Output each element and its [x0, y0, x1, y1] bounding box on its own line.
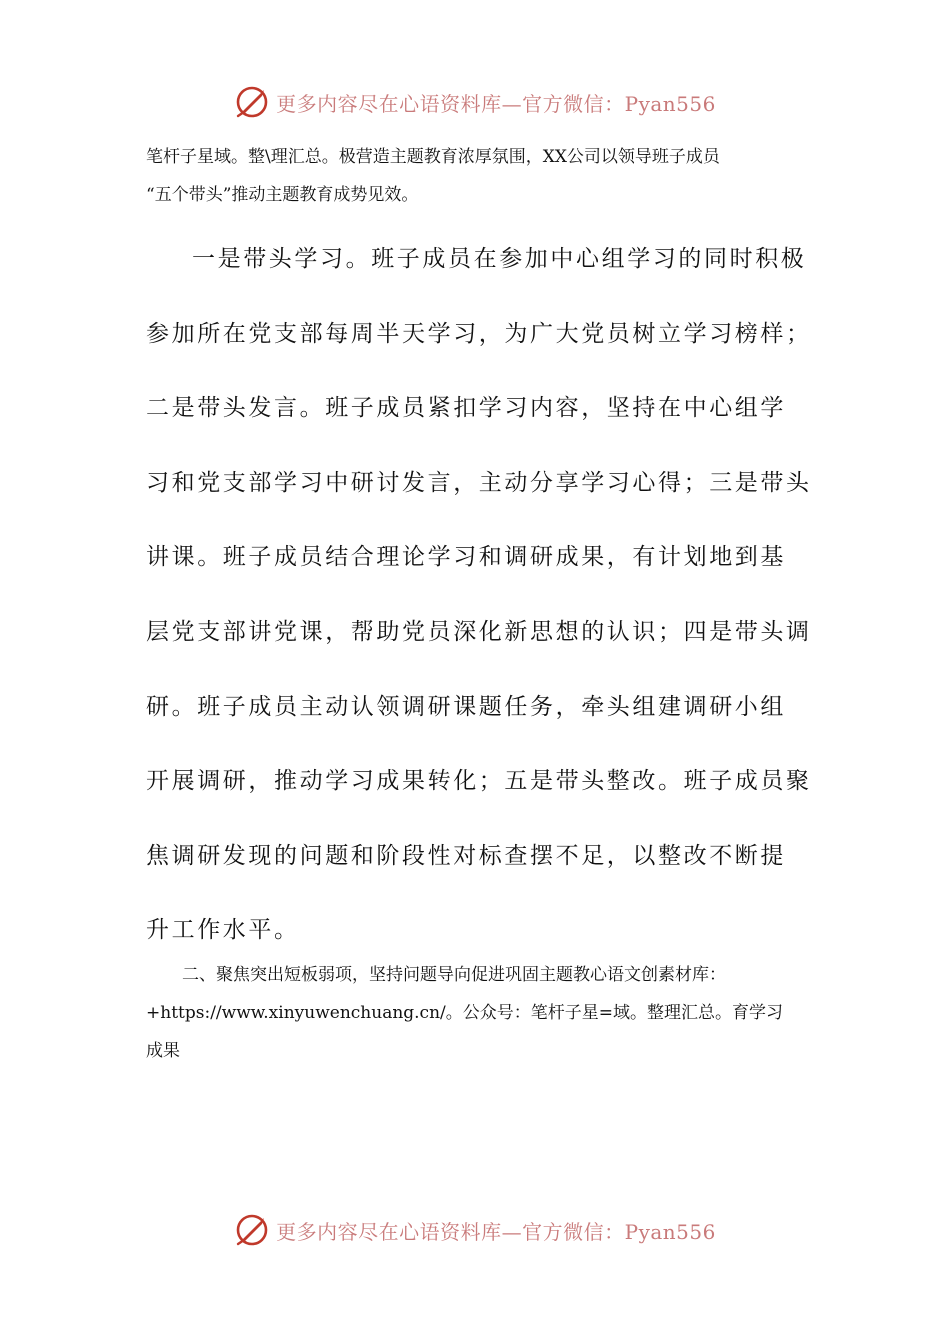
paragraph-section-two-line-2: +https://www.xinyuwenchuang.cn/。公众号：笔杆子星=域。整理汇总。育学习: [146, 1003, 784, 1023]
paragraph-five-leads-line-6: 层党支部讲党课，帮助党员深化新思想的认识；四是带头调: [146, 618, 812, 645]
paragraph-five-leads: [146, 222, 812, 968]
paragraph-five-leads-line-3: 二是带头发言。班子成员紧扣学习内容，坚持在中心组学: [146, 395, 786, 422]
header-banner-text: 更多内容尽在心语资料库—官方微信：Pyan556: [276, 91, 716, 116]
paragraph-five-leads-line-5: 讲课。班子成员结合理论学习和调研成果，有计划地到基: [146, 544, 786, 571]
paragraph-section-two-line-1: 二、聚焦突出短板弱项，坚持问题导向促进巩固主题教心语文创素材库：: [182, 965, 726, 985]
paragraph-section-two: [146, 956, 806, 1070]
paragraph-five-leads-line-10: 升工作水平。: [146, 917, 300, 944]
paragraph-five-leads-line-2: 参加所在党支部每周半天学习，为广大党员树立学习榜样；: [146, 320, 812, 347]
paragraph-intro-line-1: 笔杆子星域。整\理汇总。极营造主题教育浓厚氛围，XX公司以领导班子成员: [146, 147, 720, 167]
paragraph-five-leads-line-1: 一是带头学习。班子成员在参加中心组学习的同时积极: [192, 246, 807, 272]
paragraph-five-leads-line-4: 习和党支部学习中研讨发言，主动分享学习心得；三是带头: [146, 469, 812, 496]
paragraph-five-leads-line-8: 开展调研，推动学习成果转化；五是带头整改。班子成员聚: [146, 768, 812, 795]
footer-banner-text: 更多内容尽在心语资料库—官方微信：Pyan556: [276, 1219, 716, 1244]
paragraph-five-leads-line-9: 焦调研发现的问题和阶段性对标查摆不足，以整改不断提: [146, 842, 786, 869]
pen-logo-icon: [234, 1212, 270, 1248]
footer-banner: [0, 1208, 950, 1252]
header-banner: [0, 80, 950, 124]
paragraph-intro-line-2: “五个带头”推动主题教育成势见效。: [146, 185, 419, 205]
paragraph-intro: [146, 138, 806, 214]
pen-logo-icon: [234, 84, 270, 120]
paragraph-five-leads-line-7: 研。班子成员主动认领调研课题任务，牵头组建调研小组: [146, 693, 786, 720]
paragraph-section-two-line-3: 成果: [146, 1041, 180, 1061]
